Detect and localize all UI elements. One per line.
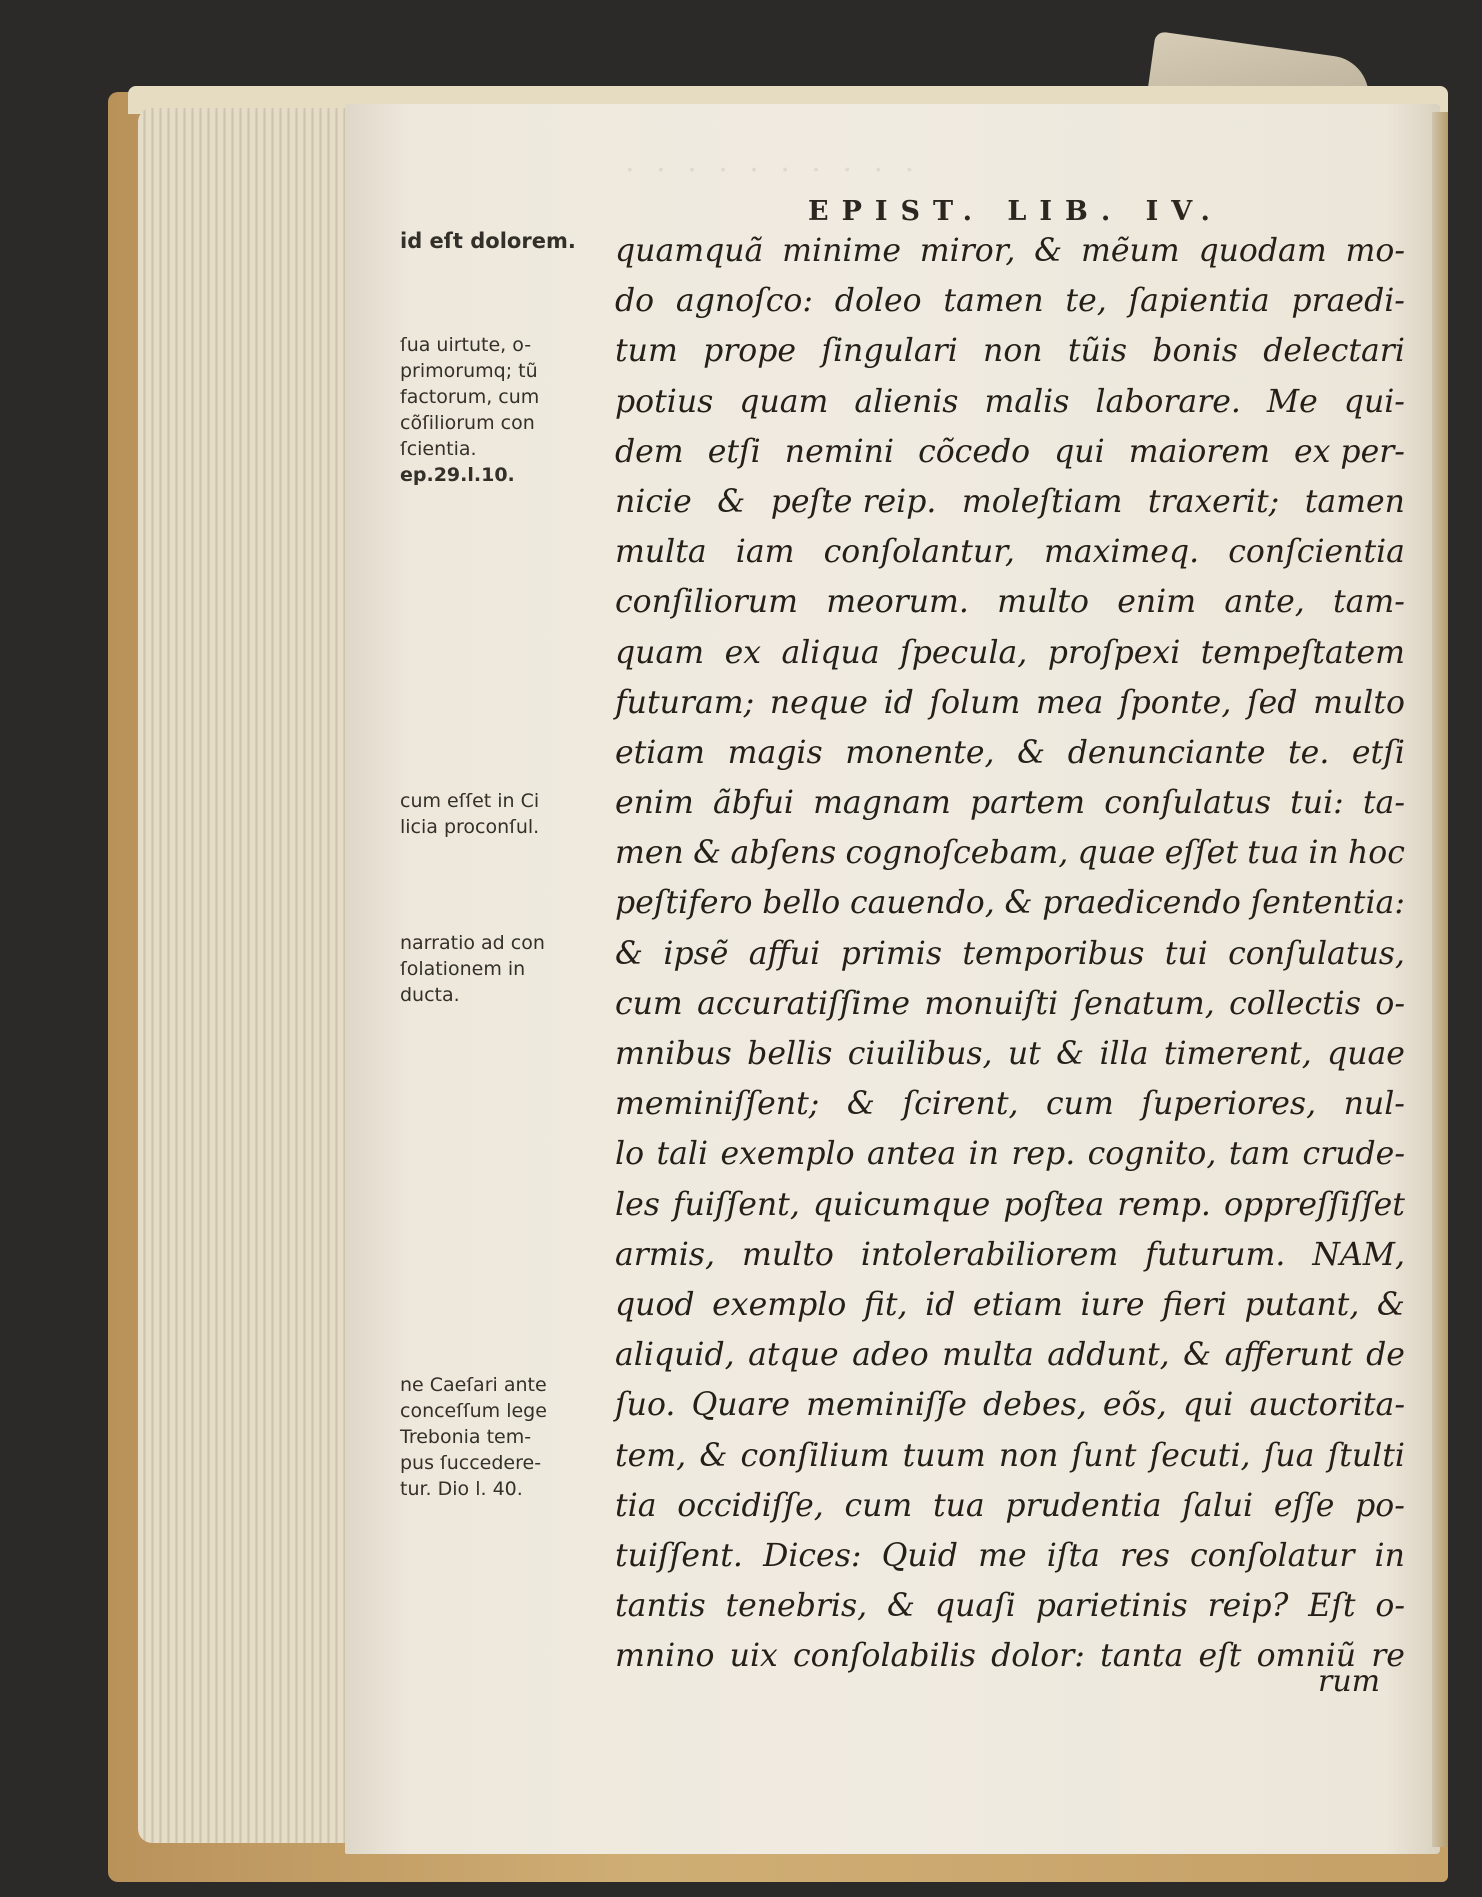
word: mẽum [1080,233,1180,269]
word: ſolum [929,684,1021,721]
word: quamquã [615,233,764,269]
word: quicumque [812,1186,991,1223]
text-line [615,527,1405,577]
word: temporibus [962,935,1145,972]
word: proſpexi [1047,634,1181,671]
word: neque [769,684,868,721]
word: fit, [863,1286,908,1323]
word: tui [1164,935,1208,972]
word: ſed [1246,684,1298,721]
word: tui: [1290,785,1344,822]
text-line [615,276,1405,326]
word: & [693,835,722,872]
text-line [615,1631,1405,1681]
text-line [615,1280,1405,1330]
text-line [615,929,1405,979]
word: quae [1077,835,1156,872]
word: delectari [1263,333,1405,370]
word: oppreſſiſſet [1223,1186,1405,1223]
word: & [717,483,746,520]
word: & [1056,1036,1085,1072]
word: tuiſſent. [615,1537,743,1574]
word: poſtea [1003,1186,1105,1223]
word: cõcedo [918,433,1031,470]
word: armis, [615,1236,715,1273]
word: ex [724,634,761,671]
text-line [615,326,1405,376]
word: o- [1375,985,1405,1022]
word: & [1017,734,1046,771]
word: antea [866,1136,957,1173]
word: id [883,684,914,721]
word: tenebris, [725,1588,868,1625]
word: ſcirent, [902,1086,1019,1123]
text-line [615,979,1405,1029]
word: magis [727,734,823,771]
margin-note-line: ſcientia. [400,438,477,460]
text-line [615,878,1405,928]
word: prope [703,333,797,370]
word: magnam [813,785,951,822]
text-line [615,678,1405,728]
word: meorum. [826,584,969,621]
word: nul- [1343,1086,1405,1123]
word: etiam [972,1286,1063,1323]
word: abſens [730,835,837,872]
word: & [846,1086,875,1123]
word: atque [748,1337,839,1374]
margin-note-line: cõſiliorum con [400,412,535,434]
margin-note-2 [400,332,645,488]
word: futurum. [1145,1236,1286,1273]
word: res [1120,1537,1170,1574]
word: timerent, [1163,1036,1312,1072]
word: peſte reip. [770,483,937,520]
word: ipsẽ [663,935,729,972]
word: Me [1266,383,1318,420]
word: quaſi [934,1588,1016,1625]
word: tem, [615,1437,687,1474]
word: quodam [1198,233,1327,269]
word: bello [762,885,841,922]
word: tũis [1067,333,1128,370]
word: meminiſſe [806,1387,967,1424]
word: quae [1327,1036,1405,1072]
margin-note-line: ſolationem in [400,958,526,980]
word: primis [840,935,942,972]
text-line [615,1230,1405,1280]
word: ſuperiores, [1141,1086,1317,1123]
margin-note-line: factorum, cum [400,386,540,408]
word: reip? [1207,1588,1289,1625]
word: addunt, [1047,1337,1170,1374]
word: tua [1247,835,1300,872]
word: mnino [615,1638,715,1675]
word: & [887,1588,916,1625]
word: & [1004,885,1033,922]
word: mo- [1345,233,1405,269]
word: debes, [983,1387,1087,1424]
word: enim [1117,584,1197,621]
word: exemplo [720,1136,855,1173]
word: praedicendo [1042,885,1241,922]
word: laborare. [1095,383,1241,420]
word: te, [1065,283,1107,320]
word: cum [1046,1086,1114,1123]
margin-note-line: Trebonia tem- [400,1426,532,1448]
word: conſolatur [1190,1537,1355,1574]
word: cauendo, [849,885,995,922]
text-line [615,1180,1405,1230]
word: & [1376,1286,1405,1323]
word: maximeq. [1043,534,1200,571]
word: po- [1355,1487,1405,1524]
margin-note-line: ep.29.l.10. [400,464,515,486]
word: potius [615,383,714,420]
book-page [345,104,1440,1854]
margin-note-line: cum eſſet in Ci [400,790,540,812]
word: in [1308,835,1339,872]
margin-note-line: tur. Dio l. 40. [400,1478,523,1500]
word: qui- [1343,383,1405,420]
word: non [983,333,1043,370]
catchword: rum [1318,1664,1381,1699]
margin-note-line: narratio ad con [400,932,545,954]
word: etſi [1351,734,1405,771]
word: affui [748,935,821,972]
word: multa [615,534,707,571]
word: tuum [902,1437,986,1474]
word: men [615,835,684,872]
word: tanta [1100,1638,1184,1675]
margin-note-line: ne Caeſari ante [400,1374,547,1396]
word: non [998,1437,1059,1474]
word: maiorem [1128,433,1270,470]
word: lo [615,1136,645,1173]
word: in [968,1136,999,1173]
margin-note-line: pus ſuccedere- [400,1452,542,1474]
text-line [615,1029,1405,1079]
margin-note-line: primorumq; tũ [400,360,538,382]
word: omniũ [1256,1638,1357,1675]
word: monente, [845,734,995,771]
margin-note-line: licia proconſul. [400,816,540,838]
word: peſtifero [615,885,753,922]
word: rep. [1011,1136,1076,1173]
word: intolerabiliorem [860,1236,1119,1273]
word: tantis [615,1588,706,1625]
word: dolor: [991,1638,1085,1675]
word: multo [741,1236,834,1273]
word: tali [656,1136,709,1173]
word: conſolabilis [792,1638,976,1675]
word: auctorita- [1249,1387,1405,1424]
word: adeo [852,1337,929,1374]
word: Quare [691,1387,791,1424]
word: cognoſcebam, [845,835,1069,872]
margin-note-line: conceſſum lege [400,1400,547,1422]
word: nicie [615,483,692,520]
word: in [1374,1537,1405,1574]
word: & [699,1437,728,1474]
word: cum [844,1487,913,1524]
word: mnibus [615,1036,732,1072]
word: o- [1375,1588,1405,1625]
word: agnoſco: [675,283,813,320]
word: ſententia: [1250,885,1405,922]
word: Dices: [763,1537,862,1574]
text-line [615,477,1405,527]
word: multa [942,1337,1034,1374]
word: ta- [1362,785,1405,822]
word: ãbfui [712,785,794,822]
text-line [615,377,1405,427]
word: tamen [943,283,1044,320]
margin-note-line: ſua uirtute, o- [400,334,532,356]
word: eõs, [1102,1387,1167,1424]
word: hoc [1347,835,1405,872]
word: occidiſſe, [677,1487,824,1524]
word: iam [735,534,795,571]
margin-note-4 [400,930,645,1008]
word: accuratiſſime [697,985,910,1022]
word: monuiſti [924,985,1059,1022]
text-line [615,1330,1405,1380]
word: etiam [615,734,706,771]
word: ciuilibus, [847,1036,993,1072]
word: quam [615,634,705,671]
word: meminiſſent; [615,1086,820,1123]
word: praedi- [1291,283,1405,320]
word: futuram; [615,684,755,721]
word: ſalui [1182,1487,1254,1524]
text-line [615,1481,1405,1531]
word: ante, [1224,584,1305,621]
word: Eſt [1308,1588,1356,1625]
word: ſua [1263,1437,1315,1474]
word: multo [997,584,1090,621]
word: etſi [707,433,761,470]
text-line [615,728,1405,778]
margin-note-5 [400,1372,645,1502]
word: conſulatus, [1228,935,1405,972]
word: ſapientia [1128,283,1270,320]
word: quod [615,1286,695,1323]
word: tamen [1304,483,1405,520]
word: cum [615,985,683,1022]
word: conſulatus [1104,785,1272,822]
word: do [615,283,655,320]
word: tua [932,1487,985,1524]
word: exemplo [712,1286,847,1323]
text-line [615,577,1405,627]
word: mea [1035,684,1104,721]
main-text-block [615,226,1405,1681]
word: conſiliorum [615,584,798,621]
word: bonis [1152,333,1238,370]
text-line [615,1079,1405,1129]
word: & [615,935,644,972]
word: ex per- [1294,433,1405,470]
word: ſpecula, [900,634,1028,671]
running-head: EPIST. LIB. IV. [808,196,1223,227]
word: enim [615,785,694,822]
text-line [615,778,1405,828]
word: minime [782,233,901,269]
word: afferunt [1224,1337,1353,1374]
word: alienis [854,383,959,420]
margin-note-1 [400,228,645,254]
word: collectis [1229,985,1362,1022]
word: doleo [834,283,922,320]
text-line [615,628,1405,678]
word: aliquid, [615,1337,735,1374]
word: uix [729,1638,778,1675]
word: ſtulti [1327,1437,1405,1474]
word: ſponte, [1118,684,1232,721]
word: miror, [919,233,1016,269]
text-line [615,1581,1405,1631]
word: multo [1313,684,1405,721]
margin-note-3 [400,788,645,840]
word: iſta [1046,1537,1100,1574]
show-through-ghost: · · · · · · · · · · [625,153,921,188]
word: nemini [784,433,895,470]
word: les [615,1186,660,1223]
word: crude- [1302,1136,1405,1173]
word: ſenatum, [1072,985,1215,1022]
margin-note-line: id eſt dolorem. [400,229,576,253]
word: parietinis [1035,1588,1188,1625]
word: te. [1288,734,1330,771]
word: ſunt [1071,1437,1137,1474]
word: eſſet [1164,835,1238,872]
word: bellis [747,1036,833,1072]
word: iure [1080,1286,1145,1323]
word: tam [1228,1136,1291,1173]
word: & [1034,233,1063,269]
word: ſecuti, [1149,1437,1251,1474]
page-edges-stack [138,108,368,1843]
word: de [1366,1337,1405,1374]
word: eſt [1198,1638,1242,1675]
word: dem [615,433,684,470]
word: id [925,1286,956,1323]
word: traxerit; [1147,483,1280,520]
word: tum [615,333,678,370]
text-line [615,1531,1405,1581]
word: fuiſſent, [672,1186,800,1223]
word: conſcientia [1228,534,1405,571]
word: cognito, [1087,1136,1217,1173]
text-line [615,1129,1405,1179]
word: ſuo. [615,1387,676,1424]
word: qui [1054,433,1105,470]
text-line [615,1380,1405,1430]
word: fieri [1162,1286,1227,1323]
word: quam [739,383,829,420]
word: conſolantur, [823,534,1015,571]
word: NAM, [1312,1236,1405,1273]
word: remp. [1117,1186,1211,1223]
word: Quid [881,1537,958,1574]
margin-note-line: ducta. [400,984,460,1006]
word: tam- [1332,584,1405,621]
word: partem [969,785,1086,822]
word: putant, [1244,1286,1360,1323]
word: & [1183,1337,1212,1374]
word: ut [1007,1036,1041,1072]
word: denunciante [1067,734,1266,771]
word: eſſe [1273,1487,1335,1524]
right-page-edge [1432,112,1448,1847]
word: conſilium [740,1437,890,1474]
word: qui [1182,1387,1234,1424]
word: tia [615,1487,657,1524]
word: tempeſtatem [1200,634,1405,671]
text-line [615,427,1405,477]
word: prudentia [1005,1487,1162,1524]
text-line [615,1431,1405,1481]
text-line [615,828,1405,878]
word: me [978,1537,1027,1574]
word: ſingulari [821,333,958,370]
word: illa [1099,1036,1149,1072]
word: moleſtiam [961,483,1123,520]
word: re [1371,1638,1405,1675]
word: malis [984,383,1070,420]
text-line [615,226,1405,276]
word: aliqua [781,634,880,671]
